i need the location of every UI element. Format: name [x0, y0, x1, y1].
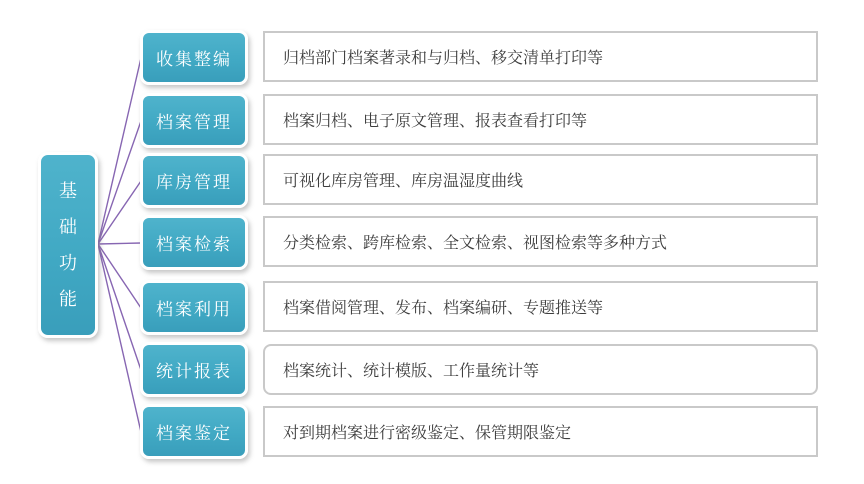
branch-node-warehouse-management [140, 153, 248, 208]
connector-line [98, 244, 141, 432]
connector-line [98, 243, 141, 244]
branch-node-archive-management [140, 93, 248, 148]
branch-node-label: 档案检索 [156, 235, 232, 254]
connector-line [98, 244, 141, 308]
branch-node-label: 档案利用 [156, 300, 232, 319]
branch-node-archive-retrieval [140, 215, 248, 270]
branch-node-collection-arrangement [140, 30, 248, 85]
root-node-label: 基础功能 [59, 181, 77, 309]
description-box [263, 216, 818, 267]
branch-node-archive-appraisal [140, 404, 248, 459]
branch-node-label: 档案鉴定 [156, 424, 232, 443]
branch-node-statistics-reports [140, 342, 248, 397]
branch-node-label: 统计报表 [156, 362, 232, 381]
description-text: 档案归档、电子原文管理、报表查看打印等 [283, 113, 588, 130]
branch-node-label: 库房管理 [156, 173, 232, 192]
branch-node-archive-utilization [140, 280, 248, 335]
description-text: 分类检索、跨库检索、全文检索、视图检索等多种方式 [283, 235, 668, 252]
description-box [263, 281, 818, 332]
branch-node-label: 收集整编 [156, 50, 232, 69]
branch-node-label: 档案管理 [156, 113, 232, 132]
description-box [263, 94, 818, 145]
description-box [263, 31, 818, 82]
root-node-basic-functions [38, 152, 98, 338]
description-text: 归档部门档案著录和与归档、移交清单打印等 [283, 50, 604, 67]
connector-line [98, 121, 141, 244]
connector-line [98, 244, 141, 370]
description-box [263, 406, 818, 457]
description-box [263, 154, 818, 205]
description-text: 可视化库房管理、库房温湿度曲线 [283, 173, 524, 190]
description-text: 档案统计、统计模版、工作量统计等 [283, 363, 540, 380]
connector-line [98, 181, 141, 244]
description-box [263, 344, 818, 395]
description-text: 对到期档案进行密级鉴定、保管期限鉴定 [283, 425, 572, 442]
description-text: 档案借阅管理、发布、档案编研、专题推送等 [283, 300, 604, 317]
connector-line [98, 58, 141, 244]
